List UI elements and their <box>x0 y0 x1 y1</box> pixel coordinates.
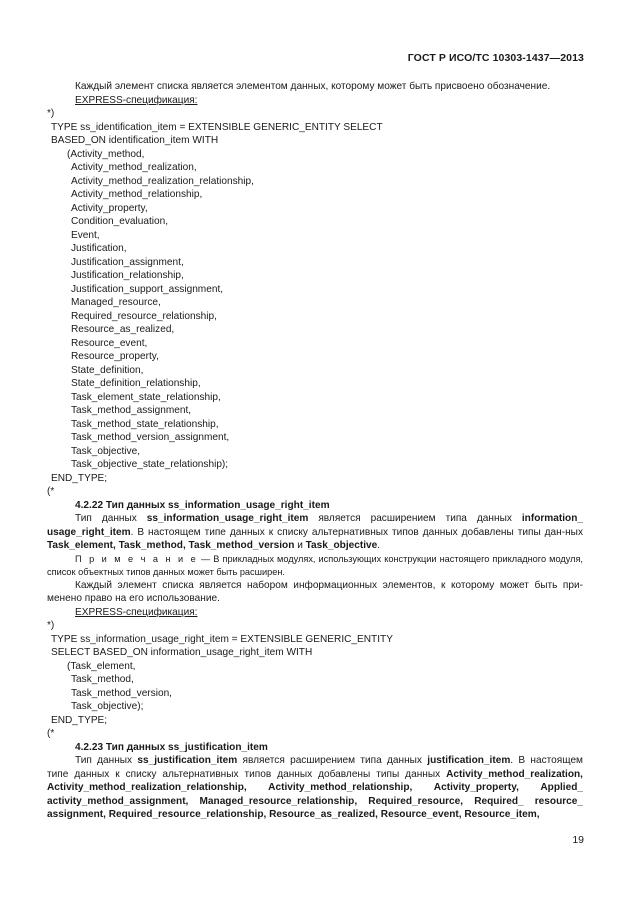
code-item: (Task_element, <box>67 660 136 672</box>
code-comment-open: *) <box>47 108 55 119</box>
intro-paragraph: Каждый элемент списка является элементом данных, которому может быть присвоено обозначение. <box>75 81 551 92</box>
section-heading-4-2-23: 4.2.23 Тип данных ss_justification_item <box>75 741 268 753</box>
code-item: (Activity_method, <box>67 148 145 160</box>
page-content <box>47 80 583 822</box>
code-item: Task_objective, <box>71 445 141 457</box>
bold-run: Task_element, Task_method, Task_method_version <box>47 540 295 551</box>
note-label: П р и м е ч а н и е <box>75 553 198 564</box>
code-item: Justification_assignment, <box>71 256 184 268</box>
code-end-type: END_TYPE; <box>51 714 108 726</box>
express-spec-label <box>47 94 583 108</box>
bold-run: justification_item <box>427 755 511 766</box>
section-4-2-22-paragraph <box>47 512 583 553</box>
text-run: . В настоящем типе данных к списку альтернативных типов данных добавлены типы дан-ных <box>130 526 583 538</box>
code-based-on-line: SELECT BASED_ON information_usage_right_item WITH <box>51 647 313 658</box>
code-item: Resource_event, <box>71 337 148 349</box>
bold-run: Activity_method_realization, Activity_method_realization_relationship, Activity_method_relationship, Activity_property, Applied_ activity_method_assignment, Managed_resource_relationship, Required_resource, Required_ resource_ assignment, Required_resource_relationship, Resource_as_realized, Resource_event, Resource_item, <box>47 768 583 820</box>
bold-run: information_ usage_right_item <box>47 513 583 538</box>
bold-run: Task_objective <box>305 540 378 551</box>
page-number: 19 <box>572 834 584 846</box>
text-run: . В настоящем типе данных к списку альтернативных типов данных добавлены типы данных <box>47 755 583 780</box>
code-item: Activity_property, <box>71 202 148 214</box>
code-item: Event, <box>71 229 100 241</box>
express-spec-label <box>47 606 583 620</box>
code-item: Activity_method_realization_relationship, <box>71 175 254 187</box>
code-comment-open: *) <box>47 620 55 631</box>
bold-run: ss_information_usage_right_item <box>146 513 309 524</box>
code-item: Resource_property, <box>71 351 159 362</box>
text-run: Тип данных <box>75 755 138 766</box>
code-item-list <box>47 148 583 472</box>
code-comment-close: (* <box>47 486 55 497</box>
text-run: и <box>294 540 306 551</box>
code-item: Task_objective_state_relationship); <box>71 459 229 470</box>
code-item: Justification_relationship, <box>71 270 184 281</box>
code-item-list <box>47 660 583 714</box>
code-end-type: END_TYPE; <box>51 472 108 484</box>
text-run: является расширением типа данных <box>237 755 428 766</box>
code-item: Justification, <box>71 243 127 254</box>
code-item: Resource_as_realized, <box>71 324 175 335</box>
bold-run: ss_justification_item <box>137 755 238 766</box>
code-item: Task_method_state_relationship, <box>71 418 219 430</box>
code-type-line: TYPE ss_information_usage_right_item = EXTENSIBLE GENERIC_ENTITY <box>51 633 393 645</box>
code-type-line: TYPE ss_identification_item = EXTENSIBLE GENERIC_ENTITY SELECT <box>51 121 383 133</box>
code-item: Justification_support_assignment, <box>71 283 224 295</box>
code-comment-close: (* <box>47 728 55 739</box>
code-item: Required_resource_relationship, <box>71 310 217 322</box>
code-item: Managed_resource, <box>71 297 161 308</box>
note-paragraph <box>47 553 583 579</box>
code-item: Condition_evaluation, <box>71 216 169 227</box>
express-spec-label-text: EXPRESS-спецификация: <box>75 606 198 618</box>
code-item: Task_method, <box>71 674 134 685</box>
section-4-2-23-paragraph <box>47 754 583 822</box>
page-header: ГОСТ Р ИСО/ТС 10303-1437—2013 <box>407 52 584 64</box>
code-item: Task_objective); <box>71 701 144 712</box>
code-item: State_definition, <box>71 364 144 376</box>
express-spec-label-text: EXPRESS-спецификация: <box>75 94 198 106</box>
text-run: . <box>377 540 381 551</box>
code-item: Activity_method_realization, <box>71 162 197 173</box>
code-item: Task_element_state_relationship, <box>71 391 221 403</box>
code-item: Task_method_assignment, <box>71 405 192 416</box>
code-item: Task_method_version, <box>71 687 172 699</box>
code-based-on-line: BASED_ON identification_item WITH <box>51 135 219 146</box>
section-heading-4-2-22: 4.2.22 Тип данных ss_information_usage_right_item <box>75 499 330 511</box>
code-item: State_definition_relationship, <box>71 378 201 389</box>
code-item: Activity_method_relationship, <box>71 189 203 200</box>
text-run: Тип данных <box>75 513 147 524</box>
text-run: является расширением типа данных <box>308 513 522 524</box>
note-text: — В прикладных модулях, использующих конструкции настоящего прикладного модуля, список объектных типов данных может быть расширен. <box>47 553 583 577</box>
section-4-2-22-paragraph-2: Каждый элемент списка является набором информационных элементов, к которому может быть при-менено право на его использование. <box>47 579 583 604</box>
code-item: Task_method_version_assignment, <box>71 432 230 443</box>
